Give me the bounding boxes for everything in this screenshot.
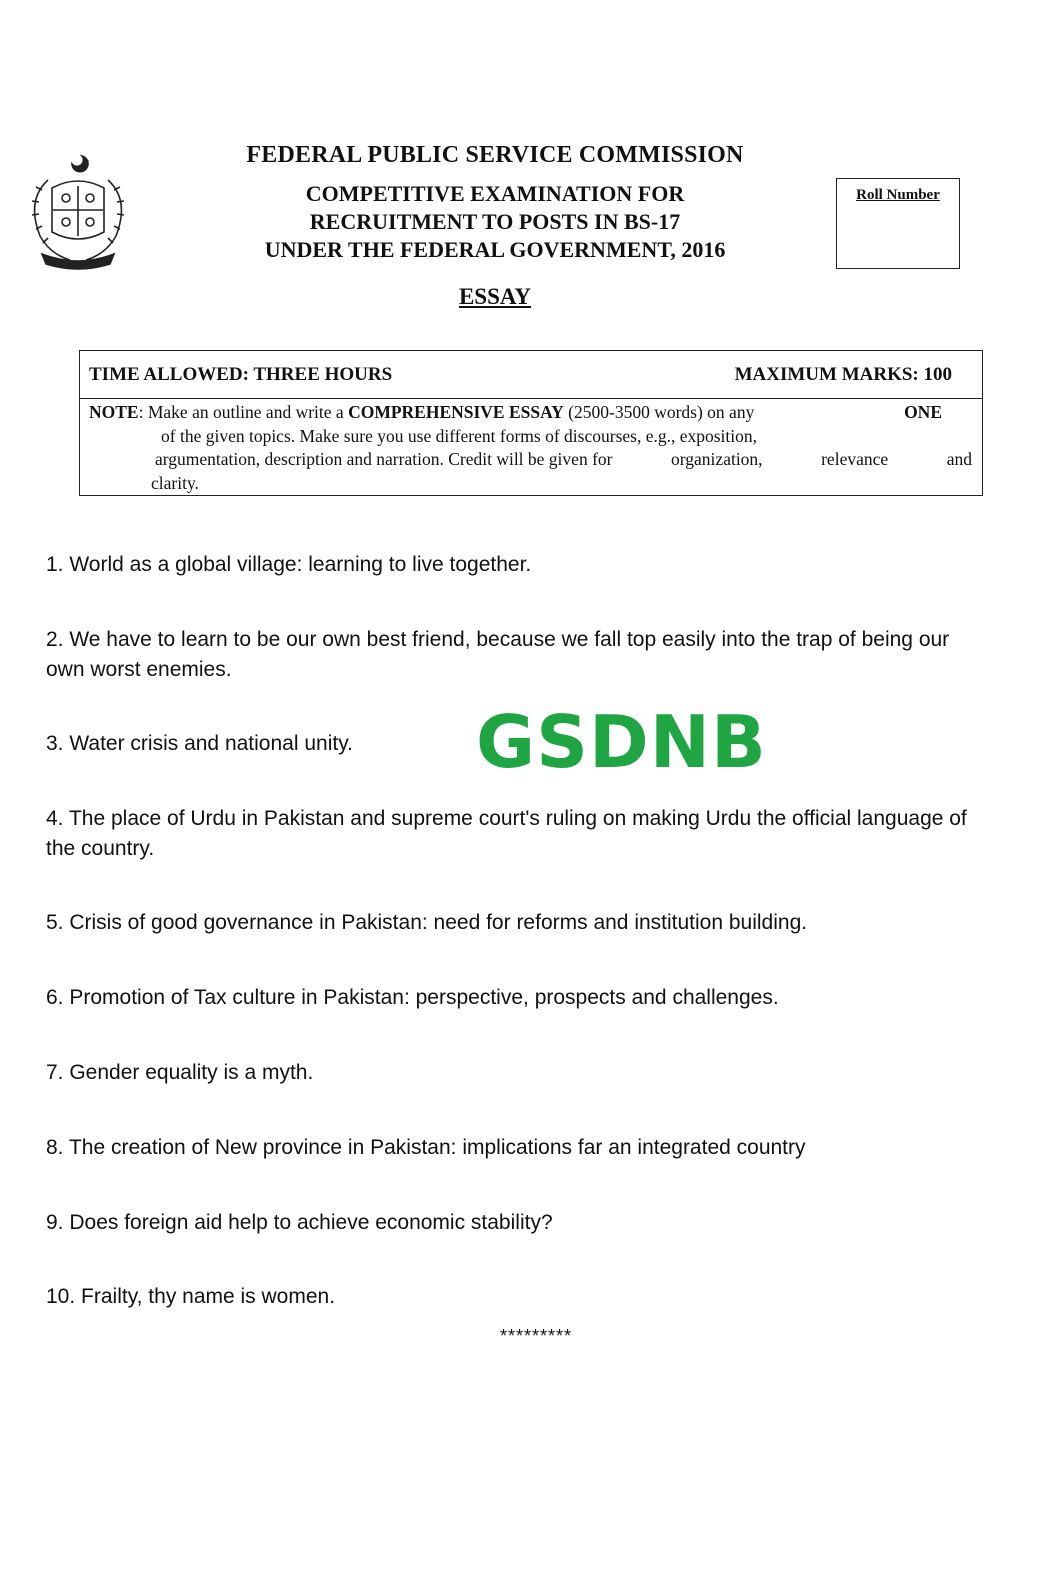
time-marks-row: [80, 351, 982, 399]
time-allowed: TIME ALLOWED: THREE HOURS: [89, 364, 393, 385]
roll-number-label: Roll Number: [856, 187, 940, 203]
note-text: [89, 401, 972, 495]
topic-7: 7. Gender equality is a myth.: [46, 1061, 314, 1084]
roll-number-box: [836, 178, 960, 269]
subject-title: ESSAY: [458, 284, 532, 309]
government-emblem-icon: [22, 150, 134, 274]
topic-10: 10. Frailty, thy name is women.: [46, 1285, 336, 1308]
instructions-box: [79, 350, 983, 496]
topic-8: 8. The creation of New province in Pakistan: implications far an integrated country: [46, 1136, 806, 1159]
topic-6: 6. Promotion of Tax culture in Pakistan: perspective, prospects and challenges.: [46, 986, 779, 1009]
exam-title-line-2: RECRUITMENT TO POSTS IN BS-17: [309, 209, 681, 234]
commission-name: FEDERAL PUBLIC SERVICE COMMISSION: [246, 142, 744, 168]
end-marker: *********: [500, 1326, 573, 1346]
topic-4: 4. The place of Urdu in Pakistan and supreme court's ruling on making Urdu the official language of the country.: [46, 807, 967, 860]
note-line-4: clarity.: [151, 472, 199, 493]
topic-9: 9. Does foreign aid help to achieve economic stability?: [46, 1211, 553, 1234]
exam-title-line-1: COMPETITIVE EXAMINATION FOR: [305, 181, 685, 206]
note-line-3: argumentation, description and narration. Credit will be given for organization, relevance and: [155, 449, 972, 469]
note-line-1: NOTE: Make an outline and write a COMPREHENSIVE ESSAY (2500-3500 words) on any ONE: [89, 401, 972, 425]
topic-1: 1. World as a global village: learning to live together.: [46, 553, 532, 576]
topic-5: 5. Crisis of good governance in Pakistan: need for reforms and institution building.: [46, 911, 808, 934]
topic-3: 3. Water crisis and national unity.: [46, 732, 353, 755]
note-one: ONE: [904, 402, 942, 422]
maximum-marks: MAXIMUM MARKS: 100: [734, 364, 952, 385]
watermark: GSDNB: [476, 700, 767, 784]
exam-title-line-3: UNDER THE FEDERAL GOVERNMENT, 2016: [264, 237, 726, 262]
note-label: NOTE: [89, 402, 139, 422]
note-line-2: of the given topics. Make sure you use different forms of discourses, e.g., exposition,: [161, 425, 758, 446]
topic-2: 2. We have to learn to be our own best friend, because we fall top easily into the trap of being our own worst enemies.: [46, 628, 950, 681]
